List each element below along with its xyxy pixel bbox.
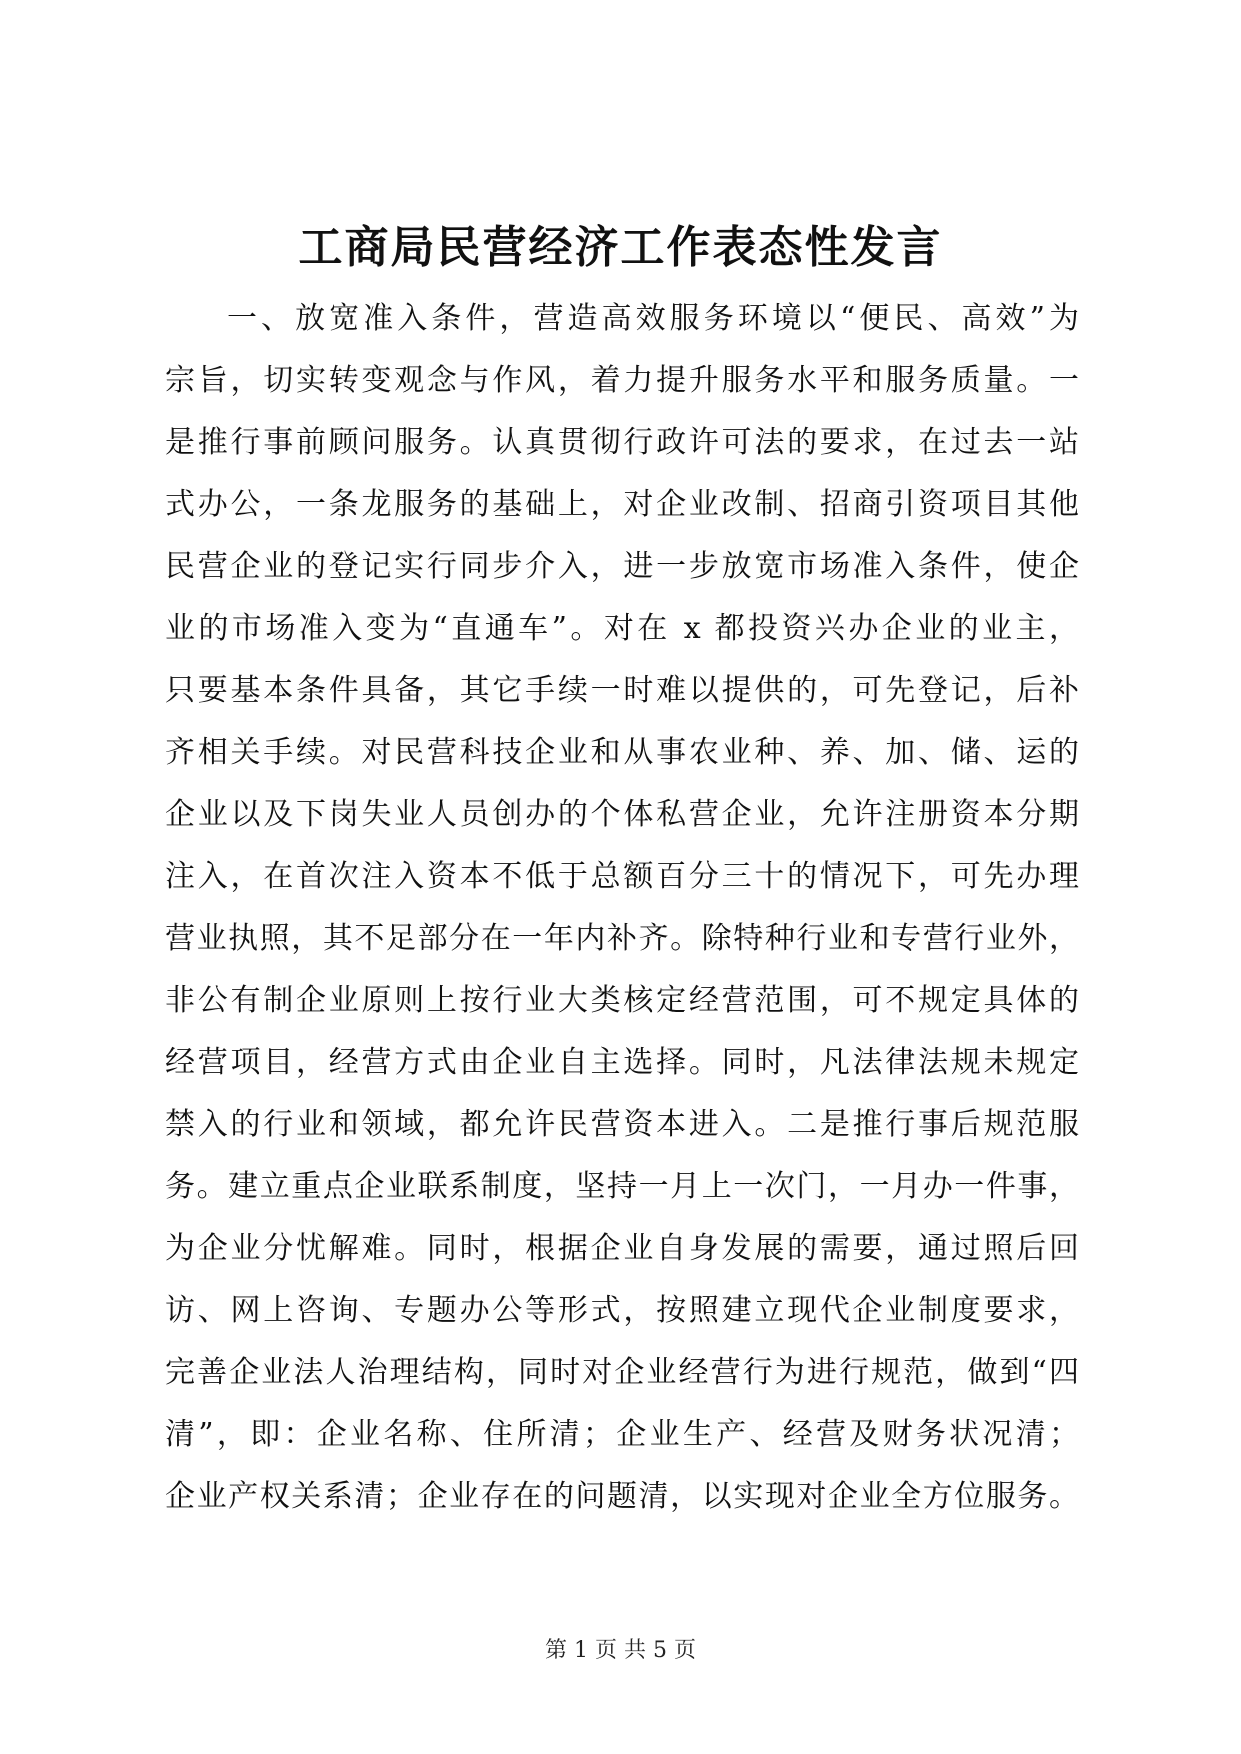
body-line: 民营企业的登记实行同步介入，进一步放宽市场准入条件，使企: [165, 549, 1080, 584]
body-line: 式办公，一条龙服务的基础上，对企业改制、招商引资项目其他: [165, 487, 1080, 522]
body-line: 一、放宽准入条件，营造高效服务环境以“便民、高效”为: [227, 301, 1080, 336]
body-line: 务。建立重点企业联系制度，坚持一月上一次门，一月办一件事，: [165, 1169, 1080, 1204]
body-line: 营业执照，其不足部分在一年内补齐。除特种行业和专营行业外，: [165, 921, 1080, 956]
body-line: 完善企业法人治理结构，同时对企业经营行为进行规范，做到“四: [165, 1355, 1080, 1390]
body-line: 业的市场准入变为“直通车”。对在 x 都投资兴办企业的业主，: [165, 611, 1080, 646]
body-line: 禁入的行业和领域，都允许民营资本进入。二是推行事后规范服: [165, 1107, 1080, 1142]
body-line: 企业以及下岗失业人员创办的个体私营企业，允许注册资本分期: [165, 797, 1080, 832]
body-line: 齐相关手续。对民营科技企业和从事农业种、养、加、储、运的: [165, 735, 1080, 770]
body-line: 只要基本条件具备，其它手续一时难以提供的，可先登记，后补: [165, 673, 1080, 708]
body-line: 访、网上咨询、专题办公等形式，按照建立现代企业制度要求，: [165, 1293, 1080, 1328]
document-body: [165, 288, 1080, 1528]
body-line: 非公有制企业原则上按行业大类核定经营范围，可不规定具体的: [165, 983, 1080, 1018]
page-number-footer: 第 1 页 共 5 页: [545, 1638, 696, 1663]
body-line: 企业产权关系清；企业存在的问题清，以实现对企业全方位服务。: [165, 1479, 1080, 1514]
body-line: 是推行事前顾问服务。认真贯彻行政许可法的要求，在过去一站: [165, 425, 1080, 460]
body-line: 经营项目，经营方式由企业自主选择。同时，凡法律法规未规定: [165, 1045, 1080, 1080]
body-line: 宗旨，切实转变观念与作风，着力提升服务水平和服务质量。一: [165, 363, 1080, 398]
body-line: 清”，即：企业名称、住所清；企业生产、经营及财务状况清；: [165, 1417, 1080, 1452]
body-line: 注入，在首次注入资本不低于总额百分三十的情况下，可先办理: [165, 859, 1080, 894]
body-line: 为企业分忧解难。同时，根据企业自身发展的需要，通过照后回: [165, 1231, 1080, 1266]
document-title: 工商局民营经济工作表态性发言: [298, 222, 943, 273]
